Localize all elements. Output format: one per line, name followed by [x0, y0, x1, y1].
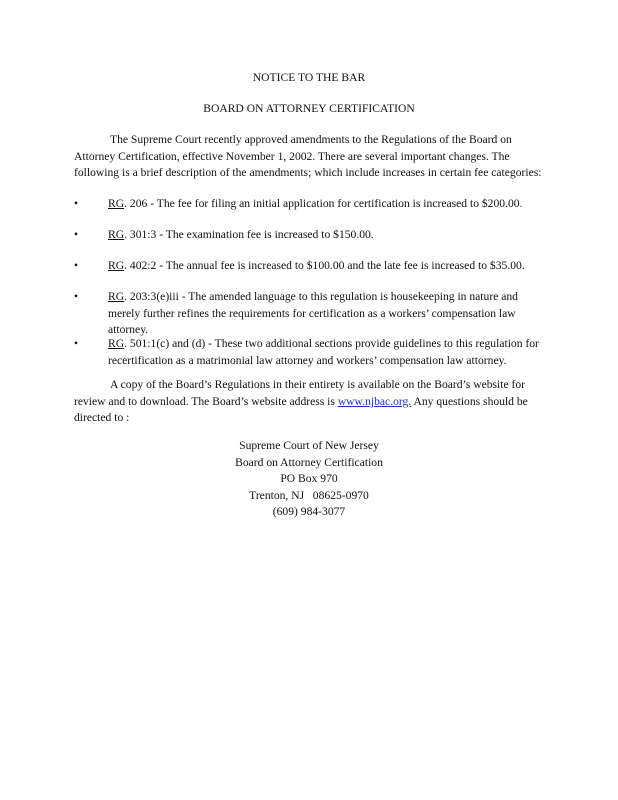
- closing-text: A copy of the Board’s Regulations in their entirety is available on the Board’s website for review and to download. The Board’s website address is: [74, 378, 526, 408]
- bullet-icon: •: [74, 337, 79, 350]
- regulation-code: RG: [108, 259, 125, 272]
- regulation-description: . 206 - The fee for filing an initial application for certification is increased to $200.00.: [124, 197, 523, 210]
- address-line-phone: (609) 984-3077: [272, 505, 346, 519]
- regulation-description: . 203:3(e)iii - The amended language to this regulation is housekeeping in nature and merely further refines the requirements for certification as a workers’ compensation law attorney.: [108, 290, 518, 337]
- list-item-text: [108, 227, 552, 244]
- regulation-description: . 301:3 - The examination fee is increased to $150.00.: [124, 228, 374, 241]
- contact-address: [0, 438, 618, 521]
- regulation-code: RG: [108, 197, 125, 210]
- bullet-icon: •: [74, 197, 79, 210]
- bullet-icon: •: [74, 228, 79, 241]
- intro-paragraph: The Supreme Court recently approved amendments to the Regulations of the Board on Attorney Certification, effective November 1, 2002. There are several important changes. The following is a brief description of the amendments; which include increases in certain fee categories:: [74, 133, 542, 180]
- regulation-code: RG: [108, 228, 125, 241]
- regulation-description: . 402:2 - The annual fee is increased to $100.00 and the late fee is increased to $35.00.: [124, 259, 525, 272]
- regulation-code: RG: [108, 337, 125, 350]
- address-line-pobox: PO Box 970: [280, 472, 338, 486]
- list-item-text: [108, 336, 552, 369]
- closing-paragraph: [74, 377, 552, 427]
- list-item-text: [108, 289, 552, 339]
- address-line-city: Trenton, NJ 08625-0970: [249, 488, 369, 502]
- regulation-description: . 501:1(c) and (d) - These two additional sections provide guidelines to this regulation for recertification as a matrimonial law attorney and workers’ compensation law attorney.: [108, 337, 539, 367]
- board-heading: BOARD ON ATTORNEY CERTIFICATION: [203, 102, 415, 115]
- bullet-icon: •: [74, 290, 79, 303]
- address-line-board: Board on Attorney Certification: [235, 455, 383, 469]
- website-link[interactable]: www.njbac.org.: [337, 394, 412, 408]
- closing-text-end: Any questions should be directed to :: [74, 394, 528, 425]
- regulation-code: RG: [108, 290, 125, 303]
- address-line-court: Supreme Court of New Jersey: [239, 439, 379, 452]
- list-item-text: [108, 196, 552, 213]
- bullet-icon: •: [74, 259, 79, 272]
- notice-title: NOTICE TO THE BAR: [252, 71, 366, 84]
- list-item-text: [108, 258, 552, 275]
